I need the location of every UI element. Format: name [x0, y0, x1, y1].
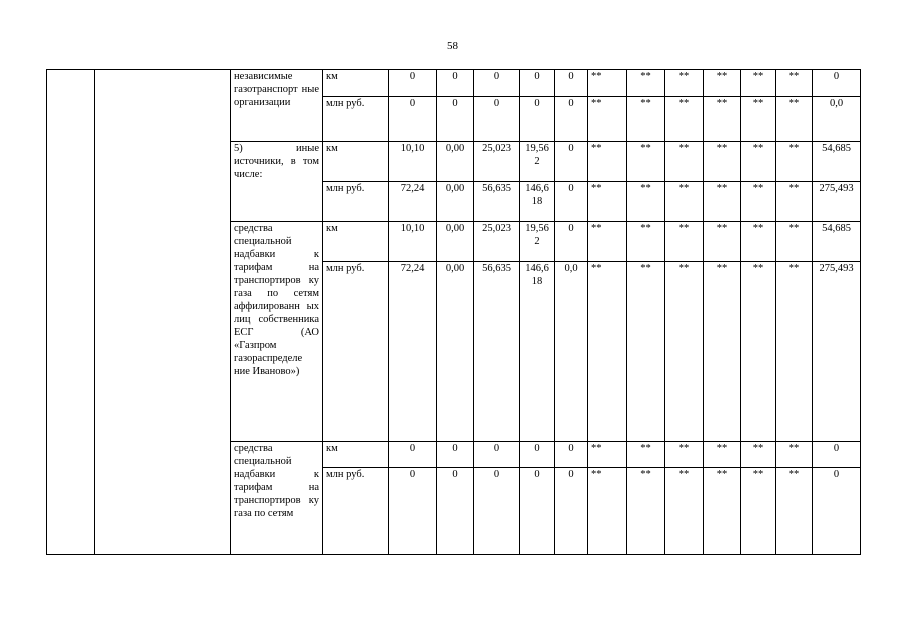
row-label: средства специальной надбавки к тарифам на транспортиров ку газа по сетям аффилированн ых лиц собственника ЕСГ (АО «Газпром газораспределе ние Иваново»)	[231, 222, 323, 442]
star-cell: **	[627, 142, 665, 182]
star-cell: **	[627, 262, 665, 442]
value-cell: 0	[520, 442, 555, 468]
value-cell: 0	[389, 468, 437, 555]
star-cell: **	[776, 222, 813, 262]
value-cell: 146,6 18	[520, 262, 555, 442]
total-cell: 54,685	[813, 142, 861, 182]
unit-cell: км	[323, 442, 389, 468]
unit-cell: млн руб.	[323, 468, 389, 555]
value-cell: 0	[555, 97, 588, 142]
row-label: 5) иные источники, в том числе:	[231, 142, 323, 222]
star-cell: **	[776, 262, 813, 442]
star-cell: **	[665, 262, 704, 442]
value-cell: 0	[474, 97, 520, 142]
value-cell: 0,00	[437, 262, 474, 442]
empty-cell	[47, 70, 95, 555]
star-cell: **	[588, 262, 627, 442]
star-cell: **	[627, 442, 665, 468]
star-cell: **	[627, 70, 665, 97]
star-cell: **	[741, 142, 776, 182]
table-row	[47, 70, 861, 97]
value-cell: 0	[555, 222, 588, 262]
total-cell: 275,493	[813, 262, 861, 442]
star-cell: **	[627, 97, 665, 142]
star-cell: **	[588, 222, 627, 262]
star-cell: **	[741, 70, 776, 97]
value-cell: 0	[555, 182, 588, 222]
star-cell: **	[776, 142, 813, 182]
star-cell: **	[588, 182, 627, 222]
star-cell: **	[704, 468, 741, 555]
value-cell: 0	[555, 142, 588, 182]
total-cell: 0,0	[813, 97, 861, 142]
value-cell: 0	[389, 442, 437, 468]
value-cell: 0	[437, 70, 474, 97]
star-cell: **	[665, 142, 704, 182]
value-cell: 0,0	[555, 262, 588, 442]
star-cell: **	[741, 222, 776, 262]
star-cell: **	[704, 222, 741, 262]
star-cell: **	[665, 70, 704, 97]
star-cell: **	[665, 222, 704, 262]
unit-cell: млн руб.	[323, 182, 389, 222]
star-cell: **	[588, 142, 627, 182]
value-cell: 25,023	[474, 142, 520, 182]
star-cell: **	[776, 442, 813, 468]
value-cell: 0	[520, 468, 555, 555]
empty-cell	[95, 70, 231, 555]
total-cell: 0	[813, 468, 861, 555]
value-cell: 19,56 2	[520, 222, 555, 262]
star-cell: **	[627, 222, 665, 262]
star-cell: **	[741, 442, 776, 468]
star-cell: **	[704, 182, 741, 222]
star-cell: **	[704, 142, 741, 182]
star-cell: **	[776, 468, 813, 555]
star-cell: **	[665, 442, 704, 468]
star-cell: **	[776, 70, 813, 97]
total-cell: 0	[813, 442, 861, 468]
value-cell: 0	[389, 97, 437, 142]
unit-cell: км	[323, 142, 389, 182]
star-cell: **	[741, 182, 776, 222]
star-cell: **	[741, 468, 776, 555]
unit-cell: млн руб.	[323, 97, 389, 142]
value-cell: 25,023	[474, 222, 520, 262]
star-cell: **	[588, 97, 627, 142]
value-cell: 0	[555, 442, 588, 468]
value-cell: 56,635	[474, 182, 520, 222]
value-cell: 0,00	[437, 222, 474, 262]
value-cell: 56,635	[474, 262, 520, 442]
row-label: средства специальной надбавки к тарифам на транспортиров ку газа по сетям	[231, 442, 323, 555]
value-cell: 146,6 18	[520, 182, 555, 222]
star-cell: **	[704, 442, 741, 468]
star-cell: **	[588, 70, 627, 97]
value-cell: 10,10	[389, 222, 437, 262]
value-cell: 0	[555, 468, 588, 555]
value-cell: 0	[474, 70, 520, 97]
star-cell: **	[704, 97, 741, 142]
value-cell: 0	[474, 442, 520, 468]
value-cell: 0,00	[437, 142, 474, 182]
value-cell: 0,00	[437, 182, 474, 222]
star-cell: **	[627, 468, 665, 555]
value-cell: 10,10	[389, 142, 437, 182]
value-cell: 0	[474, 468, 520, 555]
value-cell: 0	[437, 442, 474, 468]
data-table	[46, 69, 861, 555]
star-cell: **	[665, 468, 704, 555]
unit-cell: млн руб.	[323, 262, 389, 442]
star-cell: **	[665, 97, 704, 142]
page-number: 58	[447, 40, 458, 52]
value-cell: 0	[520, 70, 555, 97]
star-cell: **	[704, 262, 741, 442]
star-cell: **	[704, 70, 741, 97]
star-cell: **	[741, 262, 776, 442]
value-cell: 0	[389, 70, 437, 97]
star-cell: **	[776, 182, 813, 222]
value-cell: 0	[555, 70, 588, 97]
unit-cell: км	[323, 222, 389, 262]
value-cell: 0	[437, 468, 474, 555]
star-cell: **	[588, 442, 627, 468]
row-label: независимые газотранспорт ные организации	[231, 70, 323, 142]
star-cell: **	[776, 97, 813, 142]
star-cell: **	[665, 182, 704, 222]
total-cell: 0	[813, 70, 861, 97]
star-cell: **	[741, 97, 776, 142]
star-cell: **	[627, 182, 665, 222]
unit-cell: км	[323, 70, 389, 97]
value-cell: 19,56 2	[520, 142, 555, 182]
total-cell: 54,685	[813, 222, 861, 262]
total-cell: 275,493	[813, 182, 861, 222]
star-cell: **	[588, 468, 627, 555]
value-cell: 72,24	[389, 182, 437, 222]
value-cell: 72,24	[389, 262, 437, 442]
value-cell: 0	[437, 97, 474, 142]
value-cell: 0	[520, 97, 555, 142]
